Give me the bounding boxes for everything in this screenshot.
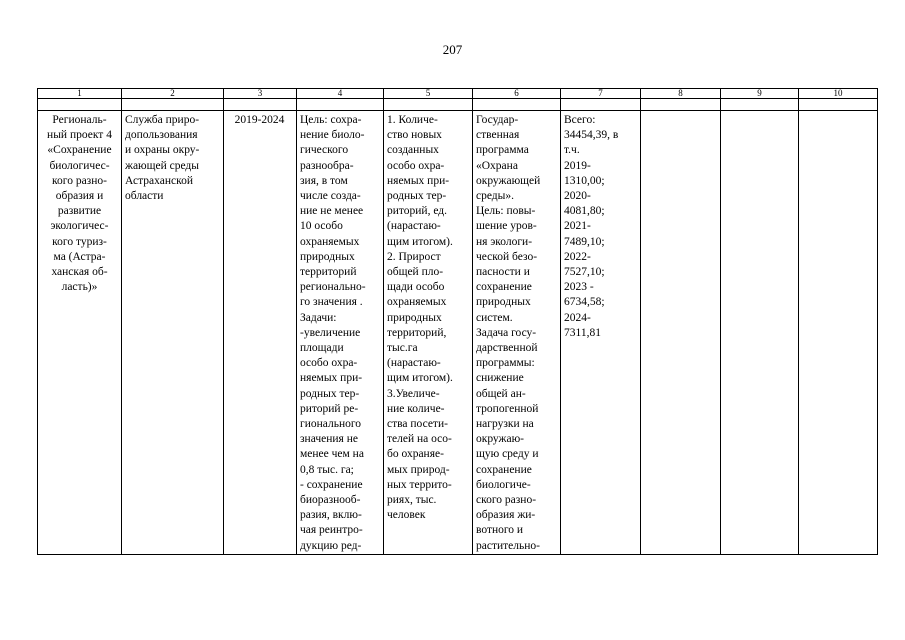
period-cell (224, 111, 297, 555)
column-number: 8 (641, 89, 721, 99)
period: 2019-2024 (234, 114, 285, 126)
empty-cell (799, 99, 878, 111)
empty-cell (799, 111, 878, 555)
page-number: 207 (442, 42, 463, 57)
column-number: 3 (224, 89, 297, 99)
indicators-cell (384, 111, 473, 555)
column-number: 1 (38, 89, 122, 99)
table-row (38, 111, 878, 555)
column-number: 6 (473, 89, 561, 99)
empty-cell (473, 99, 561, 111)
funding-cell (561, 111, 641, 555)
empty-cell (122, 99, 224, 111)
goals-and-tasks: Цель: сохра- нение биоло- гического разнообра- зия, в том числе созда- ние не менее 10 особо охраняемых природных территорий регионально- го значения . Задачи: -увеличение площади особо охра- няемых при- родных тер- риторий ре- гионального значения не менее чем на 0,8 тыс. га; - сохранение биоразнооб- разия, вклю- чая реинтро- дукцию ред- (300, 114, 366, 552)
empty-cell (721, 99, 799, 111)
spacer-row (38, 99, 878, 111)
column-number: 4 (297, 89, 384, 99)
empty-cell (641, 99, 721, 111)
state-program: Государ- ственная программа «Охрана окружающей среды». Цель: повы- шение уров- ня экологи- ческой безо- пасности и сохранение природных систем. Задача госу- дарственной программы: снижение общей ан- тропогенной нагрузки на окружаю- щую среду и сохранение биологиче- ского разно- образия жи- вотного и растительно- (476, 114, 541, 552)
column-number-row (38, 89, 878, 99)
funding: Всего: 34454,39, в т.ч. 2019- 1310,00; 2020- 4081,80; 2021- 7489,10; 2022- 7527,10; 2023 - 6734,58; 2024- 7311,81 (564, 114, 619, 339)
empty-cell (224, 99, 297, 111)
empty-cell (721, 111, 799, 555)
empty-cell (561, 99, 641, 111)
column-number: 9 (721, 89, 799, 99)
state-program-cell (473, 111, 561, 555)
project-name-cell (38, 111, 122, 555)
empty-cell (384, 99, 473, 111)
column-number: 10 (799, 89, 878, 99)
column-number: 5 (384, 89, 473, 99)
column-number: 7 (561, 89, 641, 99)
empty-cell (297, 99, 384, 111)
empty-cell (38, 99, 122, 111)
project-name: Региональ- ный проект 4 «Сохранение биологичес- кого разно- образия и развитие экологичес- кого туриз- ма (Астра- ханская об- ласть)» (47, 114, 112, 294)
column-number: 2 (122, 89, 224, 99)
goals-cell (297, 111, 384, 555)
program-table (37, 88, 878, 555)
empty-cell (641, 111, 721, 555)
responsible-body: Служба приро- допользования и охраны окру- жающей среды Астраханской области (125, 114, 200, 203)
responsible-body-cell (122, 111, 224, 555)
indicators: 1. Количе- ство новых созданных особо охра- няемых при- родных тер- риторий, ед. (нарастаю- щим итогом). 2. Прирост общей пло- щади особо охраняемых природных территорий, тыс.га (нарастаю- щим итогом). 3.Увеличе- ние количе- ства посети- телей на осо- бо охраняе- мых природ- ных террито- риях, тыс. человек (387, 114, 453, 522)
